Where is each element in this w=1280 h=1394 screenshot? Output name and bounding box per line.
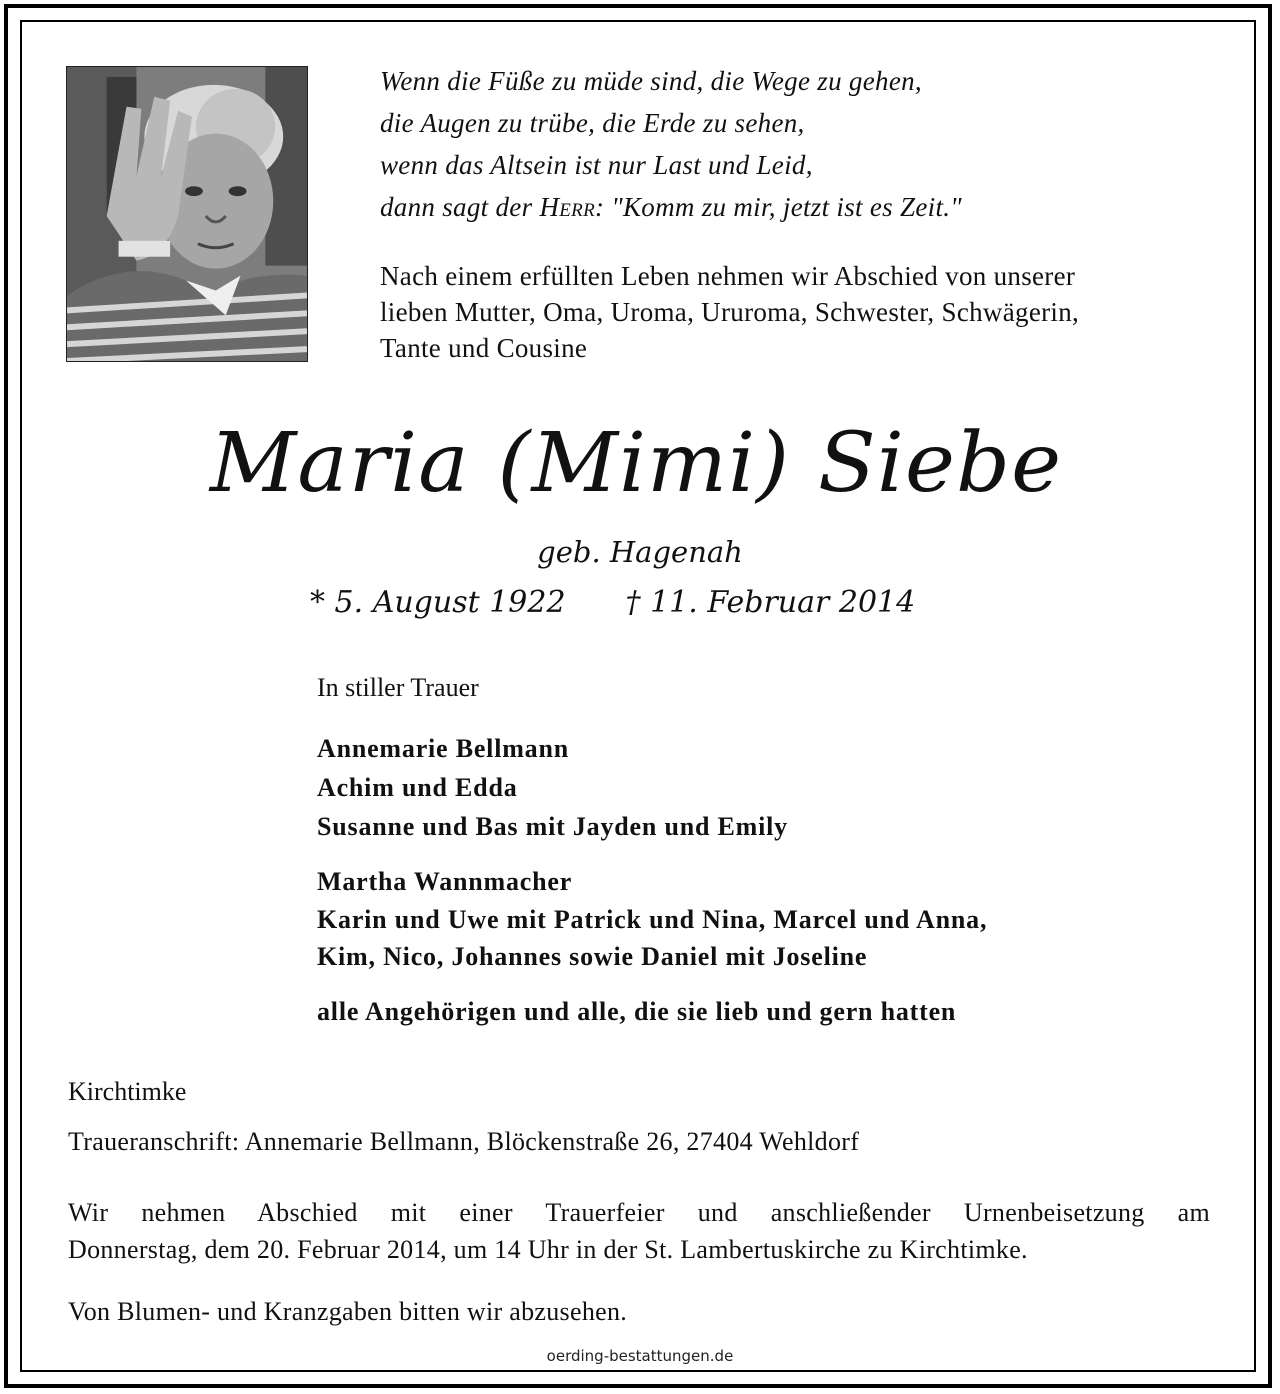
verse-line-1: Wenn die Füße zu müde sind, die Wege zu gehen, <box>380 66 922 96</box>
mourner-line: Achim und Edda <box>317 773 518 802</box>
mourner-line: Karin und Uwe mit Patrick und Nina, Marcel und Anna, <box>317 904 988 934</box>
ceremony-line-1: Wir nehmen Abschied mit einer Trauerfeier und anschließender Urnenbeisetzung am <box>68 1198 1210 1227</box>
mourner-closing-line: alle Angehörigen und alle, die sie lieb und gern hatten <box>317 997 957 1026</box>
mourner-line: Susanne und Bas mit Jayden und Emily <box>317 812 788 841</box>
ceremony-line-2: Donnerstag, dem 20. Februar 2014, um 14 Uhr in der St. Lambertuskirche zu Kirchtimke. <box>68 1235 1028 1264</box>
intro-line-2: lieben Mutter, Oma, Uroma, Ururoma, Schwester, Schwägerin, <box>380 297 1080 327</box>
verse-line-4-post: : "Komm zu mir, jetzt ist es Zeit." <box>594 192 962 222</box>
death-date: † 11. Februar 2014 <box>625 585 916 620</box>
poem-verse <box>380 60 962 228</box>
mourner-group-2 <box>317 863 987 976</box>
mourner-closing <box>317 992 956 1031</box>
verse-line-4-pre: dann sagt der <box>380 192 540 222</box>
verse-herr: Herr <box>539 192 595 222</box>
mourner-line: Kim, Nico, Johannes sowie Daniel mit Joseline <box>317 942 868 971</box>
mourner-line: Martha Wannmacher <box>317 867 573 896</box>
footer-url: oerding-bestattungen.de <box>546 1347 734 1365</box>
maiden-name: geb. Hagenah <box>537 535 743 569</box>
verse-line-3: wenn das Altsein ist nur Last und Leid, <box>380 150 813 180</box>
intro-text <box>380 258 1220 366</box>
intro-line-3: Tante und Cousine <box>380 333 588 363</box>
birth-date: * 5. August 1922 <box>310 585 566 620</box>
deceased-name: Maria (Mimi) Siebe <box>209 416 1063 511</box>
mourner-line: Annemarie Bellmann <box>317 734 570 763</box>
life-dates <box>310 582 1010 624</box>
mourner-group-1 <box>317 729 788 846</box>
verse-line-2: die Augen zu trübe, die Erde zu sehen, <box>380 108 805 138</box>
mourning-heading: In stiller Trauer <box>317 673 479 702</box>
intro-line-1: Nach einem erfüllten Leben nehmen wir Abschied von unserer <box>380 261 1076 291</box>
verse-line-4 <box>380 186 962 228</box>
mourning-address: Traueranschrift: Annemarie Bellmann, Blöckenstraße 26, 27404 Wehldorf <box>68 1127 860 1156</box>
portrait-photo <box>66 66 308 362</box>
flowers-note: Von Blumen- und Kranzgaben bitten wir abzusehen. <box>68 1297 628 1326</box>
place-name: Kirchtimke <box>68 1077 187 1106</box>
ceremony-notice <box>68 1194 1210 1268</box>
